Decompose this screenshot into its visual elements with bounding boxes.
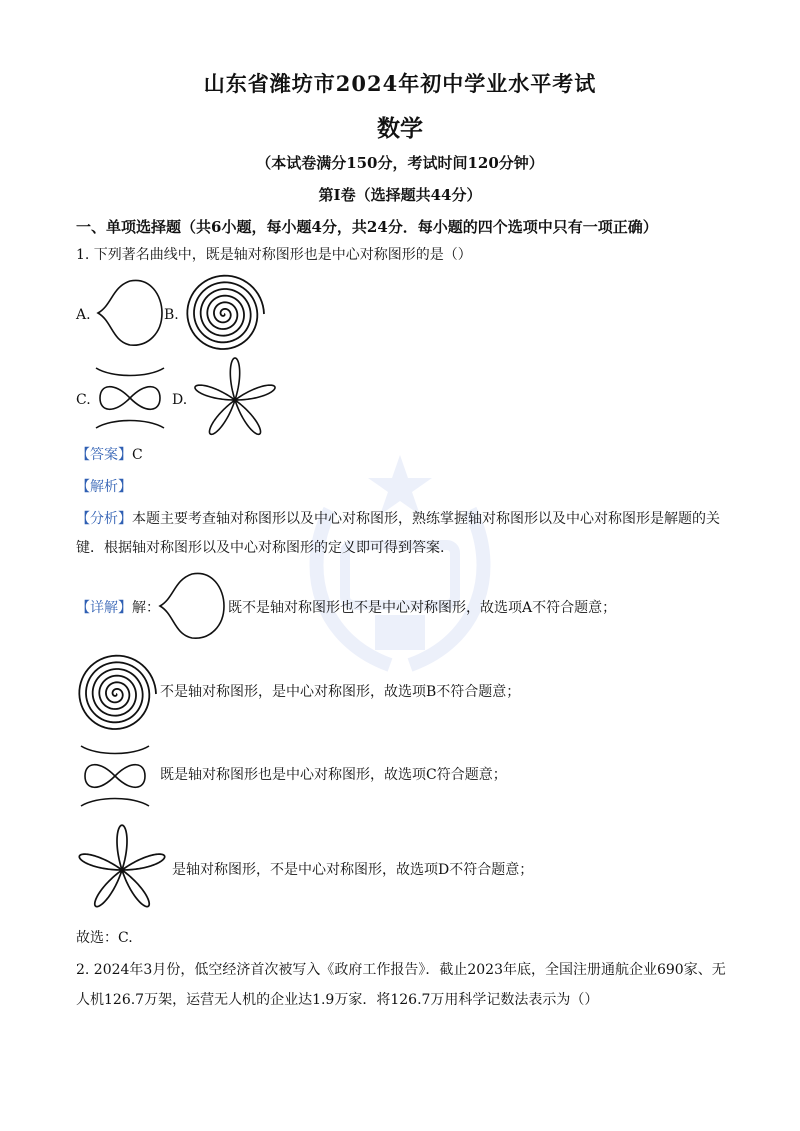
option-d-label: D. xyxy=(172,392,188,408)
answer-value: C xyxy=(132,447,143,463)
detail-intro xyxy=(76,598,160,618)
question-2-line-1: 2. 2024年3月份，低空经济首次被写入《政府工作报告》．截止2023年底，全国注册通航企业690家、无 xyxy=(76,962,726,978)
five-petal-rose-icon xyxy=(190,355,280,445)
option-c-label: C. xyxy=(76,392,91,408)
detail-prefix: 解： xyxy=(132,600,160,616)
exam-note: （本试卷满分150分，考试时间120分钟） xyxy=(256,154,544,172)
detail-c-text: 既是轴对称图形也是中心对称图形，故选项C符合题意； xyxy=(160,767,507,783)
option-b-label: B. xyxy=(164,307,179,323)
spiral-icon xyxy=(74,652,158,736)
detail-b-text: 不是轴对称图形，是中心对称图形，故选项B不符合题意； xyxy=(160,684,521,700)
five-petal-rose-icon xyxy=(74,822,170,918)
question-2-line-2: 人机126.7万架，运营无人机的企业达1.9万家．将126.7万用科学记数法表示为（） xyxy=(76,992,599,1008)
conclusion: 故选：C. xyxy=(76,930,133,946)
watermark-logo-icon xyxy=(290,450,510,680)
detail-a-text: 既不是轴对称图形也不是中心对称图形，故选项A不符合题意； xyxy=(228,600,617,616)
question-1-stem: 1. 下列著名曲线中，既是轴对称图形也是中心对称图形的是（） xyxy=(76,247,472,263)
lemniscate-icon xyxy=(92,360,168,436)
lemniscate-icon xyxy=(74,738,156,814)
answer-tag: 【答案】 xyxy=(76,447,132,463)
option-a-label: A. xyxy=(76,307,91,323)
detail-tag: 【详解】 xyxy=(76,600,132,616)
exam-title: 山东省潍坊市2024年初中学业水平考试 xyxy=(203,71,597,96)
answer-line xyxy=(76,445,143,465)
volume-title: 第Ⅰ卷（选择题共44分） xyxy=(318,186,482,204)
detail-d-text: 是轴对称图形，不是中心对称图形，故选项D不符合题意； xyxy=(172,862,534,878)
spiral-icon xyxy=(182,272,266,356)
fenxi-text-1: 本题主要考查轴对称图形以及中心对称图形，熟练掌握轴对称图形以及中心对称图形是解题的关 xyxy=(132,511,720,527)
fenxi-tag: 【分析】 xyxy=(76,511,132,527)
analysis-tag: 【解析】 xyxy=(76,479,132,495)
fenxi-text-2: 键．根据轴对称图形以及中心对称图形的定义即可得到答案. xyxy=(76,540,445,556)
fenxi-paragraph xyxy=(76,509,736,529)
section-heading: 一、单项选择题（共6小题，每小题4分，共24分．每小题的四个选项中只有一项正确） xyxy=(76,218,658,236)
cardioid-icon xyxy=(152,568,228,644)
cardioid-icon xyxy=(90,275,166,351)
subject-title: 数学 xyxy=(377,115,423,142)
